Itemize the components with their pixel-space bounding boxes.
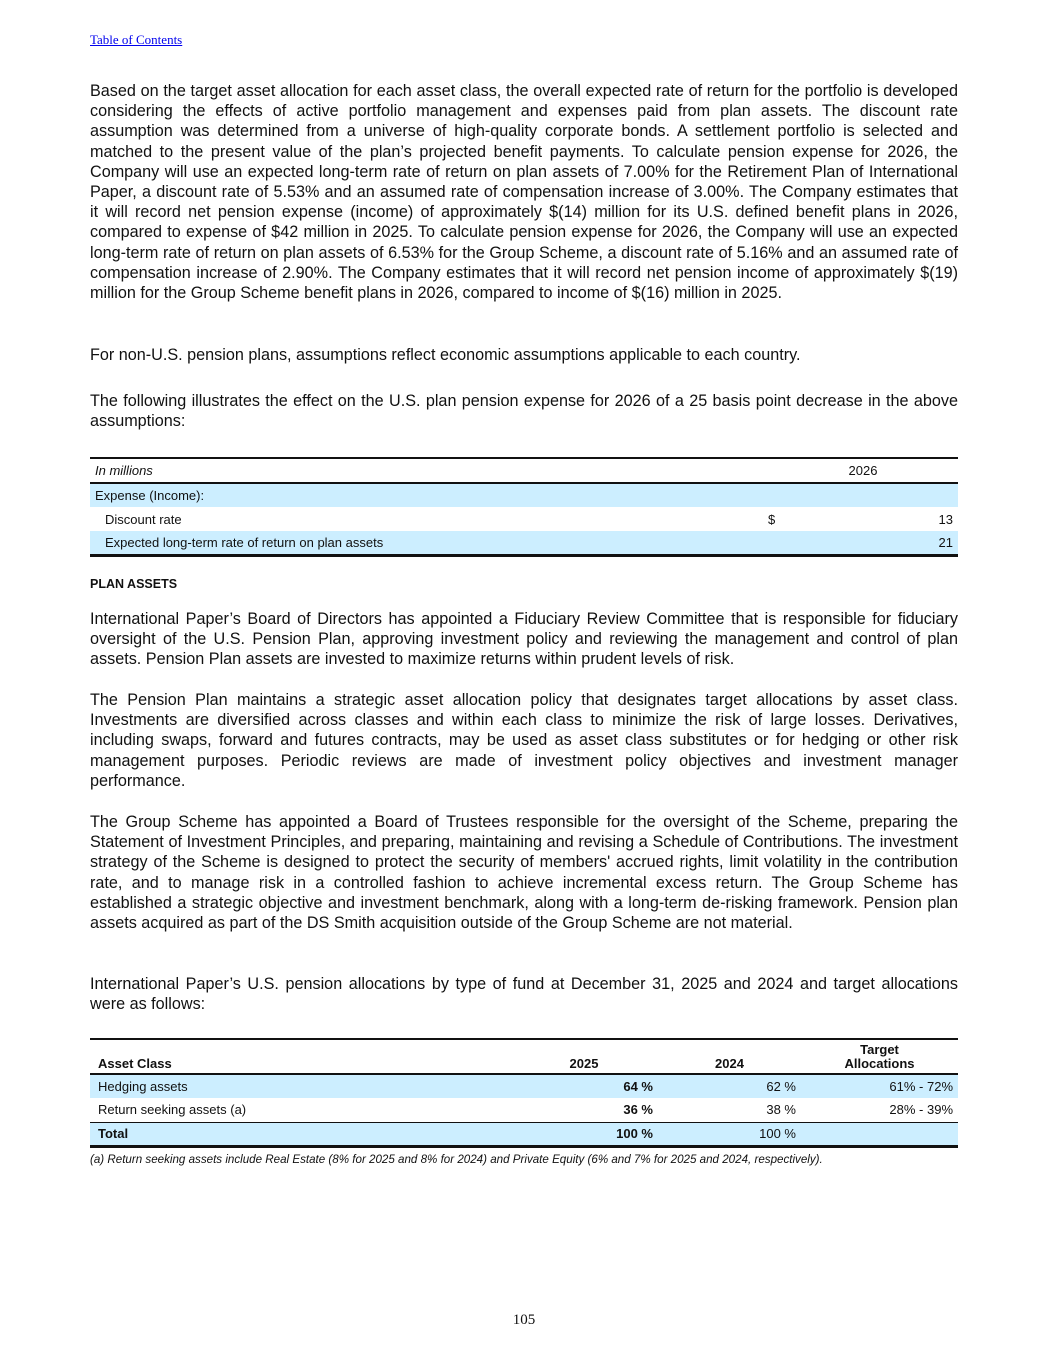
table-row: [90, 483, 958, 507]
header-2024: 2024: [658, 1039, 801, 1074]
value-2024: 62 %: [658, 1074, 801, 1098]
header-target-line1: Target: [860, 1042, 899, 1057]
target-range: 28% - 39%: [889, 1102, 953, 1118]
value-2025: 36 %: [623, 1102, 653, 1118]
table-row: [90, 507, 958, 531]
paragraph-fiduciary-committee: International Paper’s Board of Directors has appointed a Fiduciary Review Committee that is responsible for fiduciary oversight of the U.S. Pension Plan, approving investment policy and reviewing the management and control of plan assets. Pension Plan assets are invested to maximize returns within prudent levels of risk.: [90, 610, 958, 669]
plan-assets-heading: PLAN ASSETS: [90, 577, 178, 591]
sensitivity-table: [90, 457, 958, 557]
total-label: Total: [90, 1122, 510, 1146]
currency-symbol: $: [768, 511, 776, 527]
asset-class-cell: Return seeking assets (a): [98, 1102, 247, 1118]
total-target: [801, 1122, 958, 1146]
allocation-table: [90, 1038, 958, 1148]
paragraph-sensitivity-intro: The following illustrates the effect on the U.S. plan pension expense for 2026 of a 25 basis point decrease in the above assumptions:: [90, 392, 958, 431]
table-of-contents-link[interactable]: Table of Contents: [90, 32, 183, 47]
total-2024: 100 %: [658, 1122, 801, 1146]
allocation-footnote: (a) Return seeking assets include Real Estate (8% for 2025 and 8% for 2024) and Private Equity (6% and 7% for 2025 and 2024, respectively).: [90, 1153, 823, 1166]
total-row: [90, 1122, 958, 1146]
table-row: [90, 1074, 958, 1098]
row-value: 21: [808, 531, 958, 555]
header-asset-class: Asset Class: [90, 1039, 510, 1074]
header-target-allocations: [801, 1039, 958, 1074]
paragraph-group-scheme: The Group Scheme has appointed a Board of Trustees responsible for the oversight of the Scheme, preparing the Statement of Investment Principles, and preparing, maintaining and revising a Schedule of Contributions. The investment strategy of the Scheme is designed to protect the security of members' accrued rights, limit volatility in the contribution rate, and to manage risk in a controlled fashion to achieve incremental excess return. The Group Scheme has established a strategic objective and investment benchmark, along with a long-term de-risking framework. Pension plan assets acquired as part of the DS Smith acquisition outside of the Group Scheme are not material.: [90, 813, 958, 933]
paragraph-asset-allocation-policy: The Pension Plan maintains a strategic asset allocation policy that designates target allocations by asset class. Investments are diversified across classes and within each class to minimize the risk of large losses. Derivatives, including swaps, forward and futures contracts, may be used as asset class substitutes or for hedging or other risk management purposes. Periodic reviews are made of investment policy objectives and investment manager performance.: [90, 691, 958, 790]
year-header: 2026: [768, 458, 958, 483]
total-2025: 100 %: [510, 1122, 658, 1146]
value-2024: 38 %: [766, 1102, 796, 1118]
unit-label: In millions: [90, 458, 768, 483]
table-row: [90, 1098, 958, 1122]
row-label: Discount rate: [105, 511, 182, 527]
paragraph-allocation-intro: International Paper’s U.S. pension allocations by type of fund at December 31, 2025 and 2024 and target allocations were as follows:: [90, 975, 958, 1014]
row-value: 13: [938, 511, 953, 527]
group-label: Expense (Income):: [90, 483, 768, 507]
currency-symbol: [768, 531, 808, 555]
value-2025: 64 %: [510, 1074, 658, 1098]
header-target-line2: Allocations: [844, 1056, 915, 1071]
allocation-header-row: [90, 1039, 958, 1074]
row-label: Expected long-term rate of return on plan assets: [90, 531, 768, 555]
paragraph-non-us-plans: For non-U.S. pension plans, assumptions reflect economic assumptions applicable to each country.: [90, 346, 801, 364]
table-row: [90, 531, 958, 555]
page-number: 105: [512, 1312, 536, 1328]
paragraph-expected-return: Based on the target asset allocation for each asset class, the overall expected rate of return for the portfolio is developed considering the effects of active portfolio management and expenses paid from plan assets. The discount rate assumption was determined from a universe of high-quality corporate bonds. A settlement portfolio is selected and matched to the present value of the plan’s projected benefit payments. To calculate pension expense for 2026, the Company will use an expected long-term rate of return on plan assets of 7.00% for the Retirement Plan of International Paper, a discount rate of 5.53% and an assumed rate of compensation increase of 3.00%. The Company estimates that it will record net pension expense (income) of approximately $(14) million for its U.S. defined benefit plans in 2026, compared to expense of $42 million in 2025. To calculate pension expense for 2026, the Company will use an expected long-term rate of return on plan assets of 6.53% for the Group Scheme, a discount rate of 5.16% and an assumed rate of compensation increase of 2.90%. The Company estimates that it will record net pension income of approximately $(19) million for the Group Scheme benefit plans in 2026, compared to income of $(16) million in 2025.: [90, 82, 958, 303]
sensitivity-header-row: [90, 458, 958, 483]
target-range: 61% - 72%: [801, 1074, 958, 1098]
asset-class-cell: Hedging assets: [90, 1074, 510, 1098]
header-2025: 2025: [510, 1039, 658, 1074]
